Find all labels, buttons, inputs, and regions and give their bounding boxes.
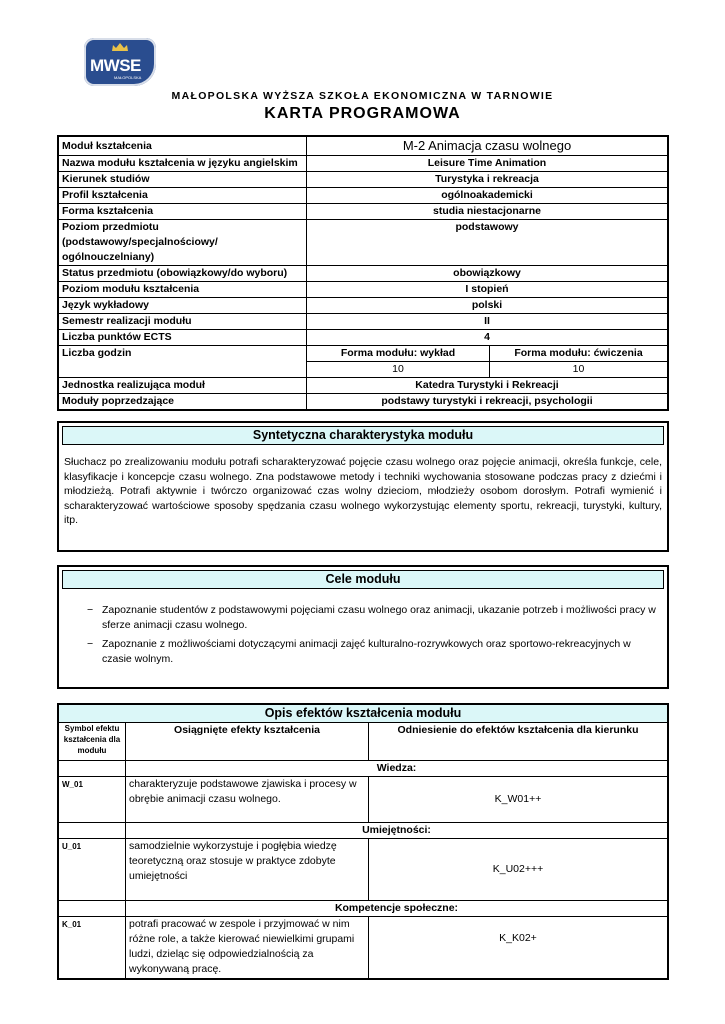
info-value: obowiązkowy	[307, 266, 669, 282]
info-label: Poziom modułu kształcenia	[58, 282, 307, 298]
info-row	[58, 204, 668, 220]
goal-text: Zapoznanie z możliwościami dotyczącymi animacji zajęć kulturalno-rozrywkowych oraz sportowo-rekreacyjnych w czasie wolnym.	[102, 638, 631, 665]
info-value: 4	[307, 330, 669, 346]
effect-description: samodzielnie wykorzystuje i pogłębia wiedzę teoretyczną oraz stosuje w praktyce zdobyte umiejętności	[126, 839, 369, 901]
synthetic-heading: Syntetyczna charakterystyka modułu	[62, 426, 664, 445]
bullet-dash: −	[87, 604, 94, 616]
column-header-symbol: Symbol efektu kształcenia dla modułu	[58, 723, 126, 761]
lecture-form-label: Forma modułu: wykład	[307, 346, 490, 362]
info-row	[58, 330, 668, 346]
info-label: Semestr realizacji modułu	[58, 314, 307, 330]
effect-description: charakteryzuje podstawowe zjawiska i procesy w obrębie animacji czasu wolnego.	[126, 777, 369, 823]
info-label: Liczba punktów ECTS	[58, 330, 307, 346]
info-value: II	[307, 314, 669, 330]
unit-value: Katedra Turystyki i Rekreacji	[307, 378, 669, 394]
effect-symbol: W_01	[58, 777, 126, 823]
module-value: M-2 Animacja czasu wolnego	[307, 136, 669, 156]
info-row	[58, 220, 668, 266]
info-label: Język wykładowy	[58, 298, 307, 314]
goals-list	[89, 603, 662, 667]
reference-header-text: Odniesienie do efektów kształcenia dla kierunku	[397, 724, 639, 736]
crown-icon	[111, 42, 129, 52]
hours-label: Liczba godzin	[58, 346, 307, 378]
module-info-table	[57, 135, 669, 411]
effects-heading: Opis efektów kształcenia modułu	[58, 704, 668, 723]
synthetic-text: Słuchacz po zrealizowaniu modułu potrafi scharakteryzować pojęcie czasu wolnego oraz pojęcie animacji, określa funkcje, cele, klasyfikacje i koncepcje czasu wolnego. Zna podstawowe metody i techniki wychowania stosowane podczas pracy z dziećmi i młodzieżą. Potrafi aktywnie i twórczo organizować czas wolny dzieciom, młodzieży osobom dorosłym. Potrafi wymienić i scharakteryzować wartościowe sposoby spędzania czasu wolnego wykorzystując elementy sportu, rekreacji, turystyki, kultury, itp.	[64, 456, 662, 527]
effect-symbol: K_01	[58, 917, 126, 979]
exercise-hours: 10	[490, 362, 669, 378]
column-header-effects: Osiągnięte efekty kształcenia	[126, 723, 369, 761]
info-value: studia niestacjonarne	[307, 204, 669, 220]
effect-reference: K_K02+	[369, 917, 669, 979]
info-value: Turystyka i rekreacja	[307, 172, 669, 188]
info-value: Leisure Time Animation	[307, 156, 669, 172]
table-row	[58, 777, 668, 823]
info-row	[58, 314, 668, 330]
info-row	[58, 172, 668, 188]
goals-box	[57, 565, 669, 689]
logo-subtext: MAŁOPOLSKA	[114, 75, 142, 80]
section-title: Umiejętności:	[126, 823, 669, 839]
info-label: Status przedmiotu (obowiązkowy/do wyboru)	[58, 266, 307, 282]
effect-description: potrafi pracować w zespole i przyjmować w nim różne role, a także kierować niewielkimi grupami ludzi, dzieląc się odpowiedzialnością za wykonywaną pracę.	[126, 917, 369, 979]
goals-heading: Cele modułu	[62, 570, 664, 589]
lecture-hours: 10	[307, 362, 490, 378]
info-value: polski	[307, 298, 669, 314]
bullet-dash: −	[87, 638, 94, 650]
column-header-reference	[369, 723, 669, 761]
info-value: I stopień	[307, 282, 669, 298]
info-value: ogólnoakademicki	[307, 188, 669, 204]
effect-symbol: U_01	[58, 839, 126, 901]
section-title: Wiedza:	[126, 761, 669, 777]
effect-reference: K_U02+++	[369, 839, 669, 901]
info-row	[58, 156, 668, 172]
prereq-label: Moduły poprzedzające	[58, 394, 307, 411]
info-row	[58, 188, 668, 204]
effect-reference: K_W01++	[369, 777, 669, 823]
info-label: Forma kształcenia	[58, 204, 307, 220]
page-title: KARTA PROGRAMOWA	[264, 105, 461, 122]
unit-label: Jednostka realizująca moduł	[58, 378, 307, 394]
university-logo	[84, 38, 156, 86]
list-item	[89, 637, 662, 667]
logo-mark: MWSE	[90, 56, 141, 75]
info-label: Poziom przedmiotu (podstawowy/specjalnościowy/ ogólnouczelniany)	[58, 220, 307, 266]
prereq-value: podstawy turystyki i rekreacji, psychologii	[307, 394, 669, 411]
university-name: MAŁOPOLSKA WYŻSZA SZKOŁA EKONOMICZNA W TARNOWIE	[171, 90, 554, 102]
exercise-form-label: Forma modułu: ćwiczenia	[490, 346, 669, 362]
section-title: Kompetencje społeczne:	[126, 901, 669, 917]
learning-outcomes-table	[57, 703, 669, 980]
table-row	[58, 839, 668, 901]
synthetic-description-box	[57, 421, 669, 552]
info-row	[58, 298, 668, 314]
info-label: Nazwa modułu kształcenia w języku angielskim	[58, 156, 307, 172]
info-row	[58, 266, 668, 282]
info-label: Kierunek studiów	[58, 172, 307, 188]
module-label: Moduł kształcenia	[58, 136, 307, 156]
info-row	[58, 282, 668, 298]
goal-text: Zapoznanie studentów z podstawowymi pojęciami czasu wolnego oraz animacji, ukazanie potrzeb i możliwości pracy w sferze animacji czasu wolnego.	[102, 604, 656, 631]
info-label: Profil kształcenia	[58, 188, 307, 204]
info-value: podstawowy	[307, 220, 669, 266]
list-item	[89, 603, 662, 633]
table-row	[58, 917, 668, 979]
